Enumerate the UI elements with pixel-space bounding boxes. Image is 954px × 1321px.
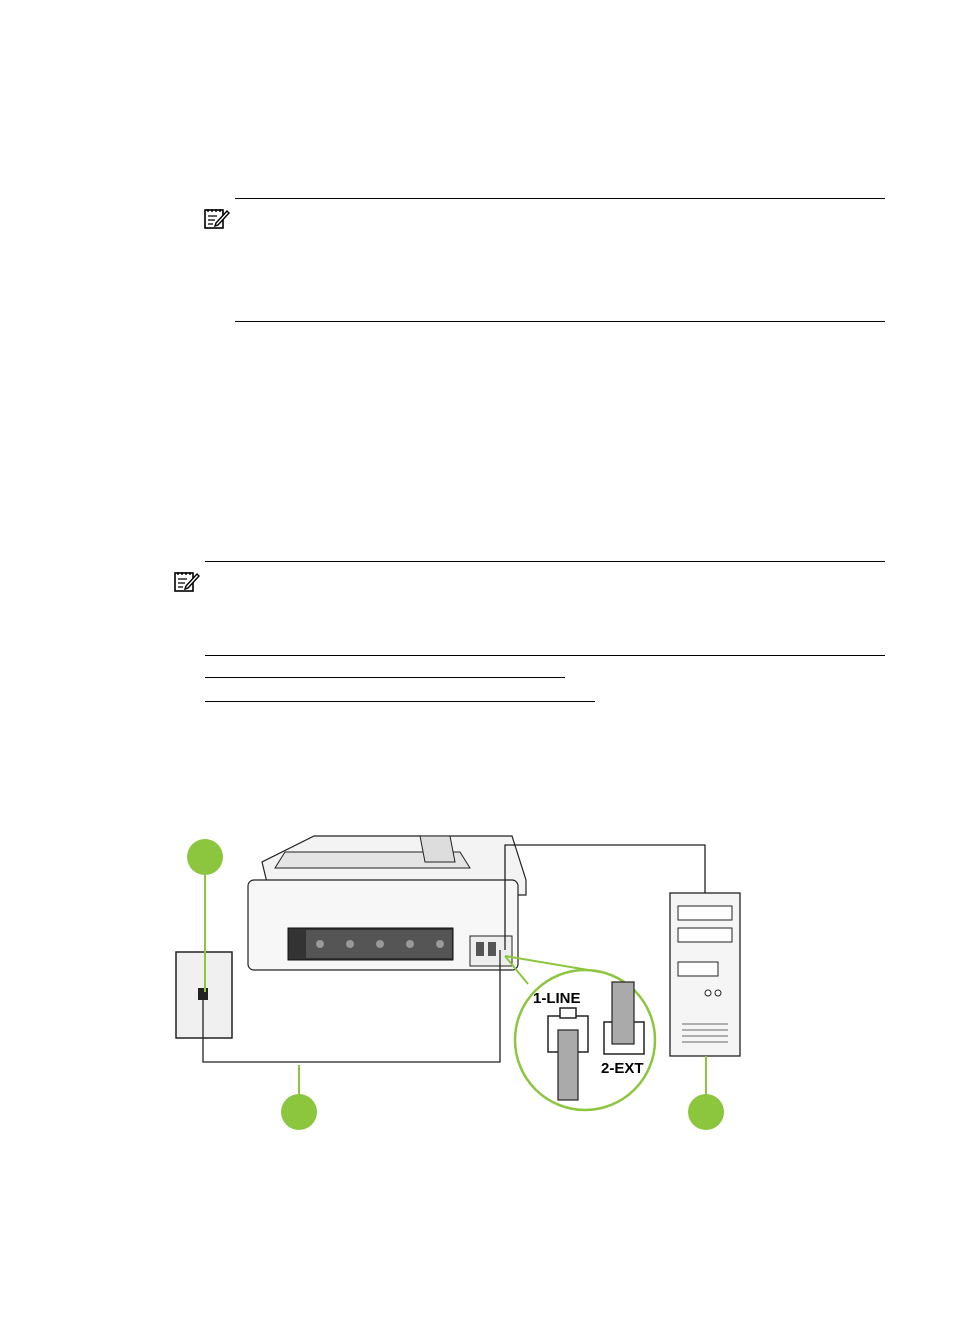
note-rule-3 <box>205 655 885 656</box>
callout-3 <box>688 1094 724 1130</box>
note-top-rule-2 <box>205 561 885 562</box>
note-rule-4 <box>205 677 565 678</box>
callout-1 <box>187 839 223 875</box>
callout-2 <box>281 1094 317 1130</box>
port-detail-callout <box>505 956 655 1110</box>
note-bottom-rule-1 <box>235 321 885 322</box>
note-icon <box>204 206 230 230</box>
printer-illustration <box>248 836 526 970</box>
note-top-rule-1 <box>235 198 885 199</box>
computer-illustration <box>670 893 740 1056</box>
fax-connection-diagram <box>160 825 760 1145</box>
note-icon <box>174 569 200 593</box>
port-label-line: 1-LINE <box>533 990 581 1007</box>
port-label-ext: 2-EXT <box>601 1060 644 1077</box>
note-rule-5 <box>205 701 595 702</box>
